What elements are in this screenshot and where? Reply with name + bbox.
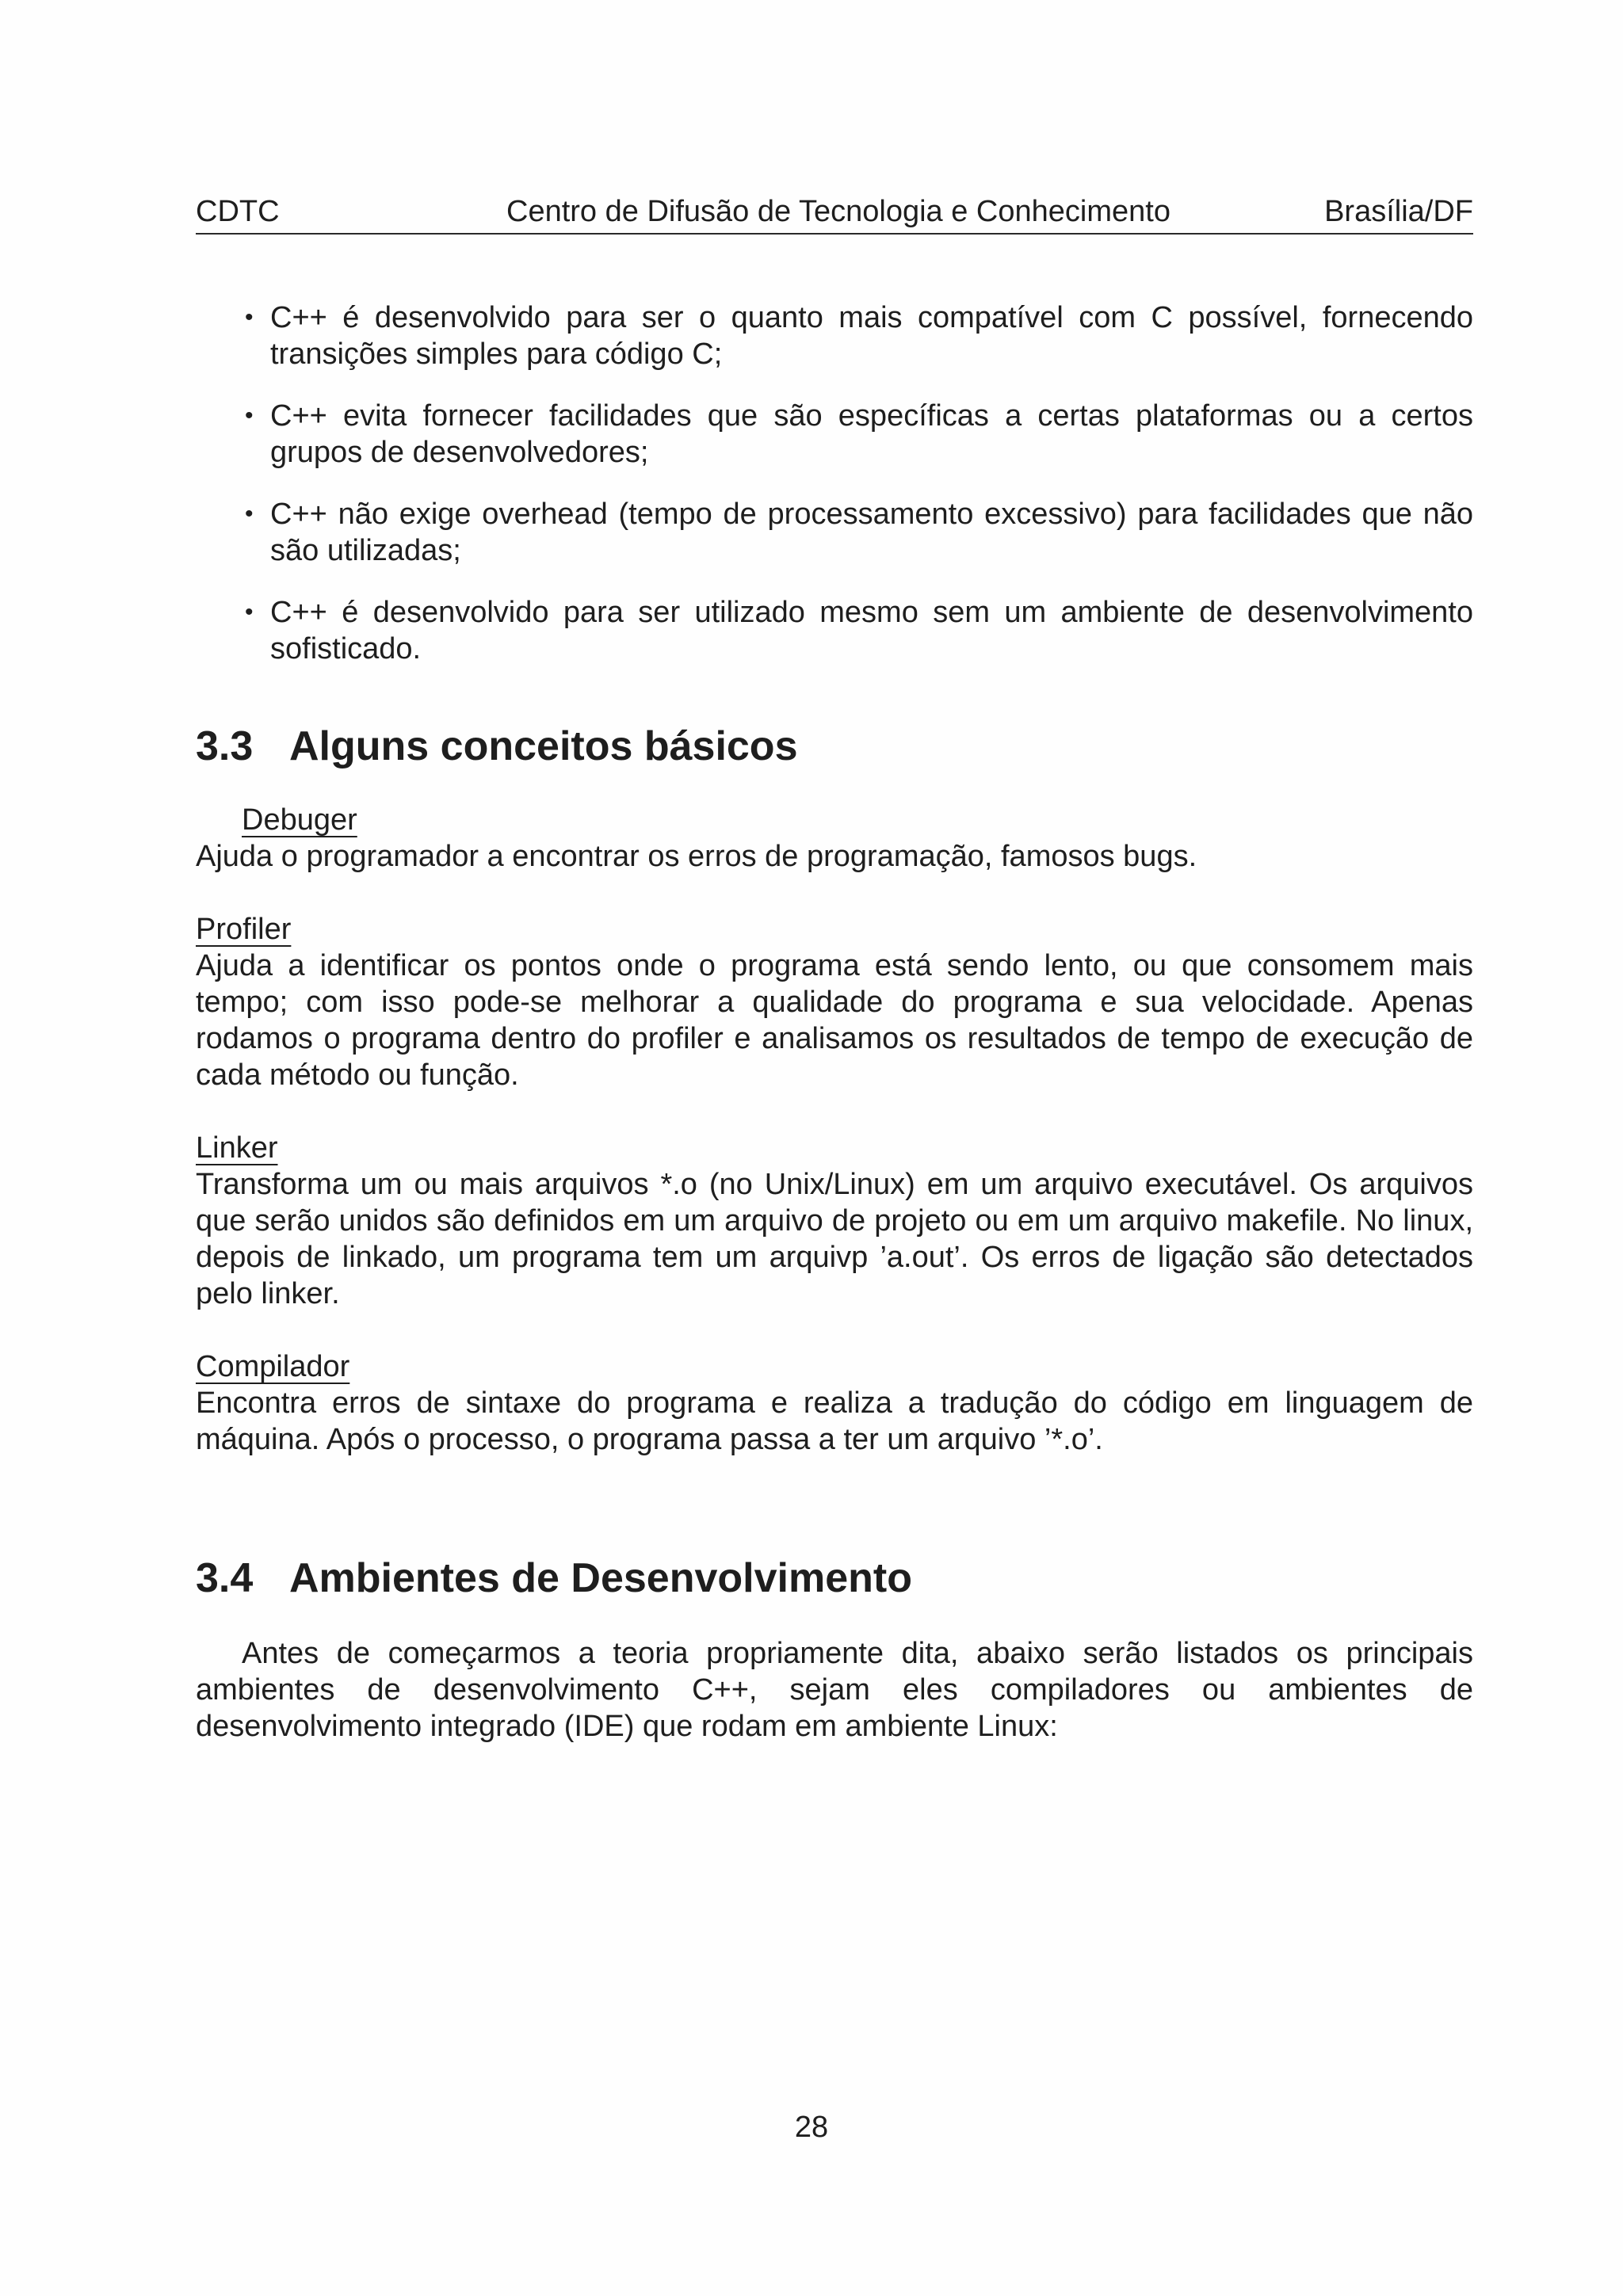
definition-debuger — [196, 802, 1473, 875]
list-item-text: C++ é desenvolvido para ser o quanto mais compatível com C possível, fornecendo transições simples para código C; — [270, 301, 1473, 371]
definition-linker — [196, 1130, 1473, 1312]
header-left: CDTC — [196, 195, 280, 228]
intro-paragraph: Antes de começarmos a teoria propriamente dita, abaixo serão listados os principais ambientes de desenvolvimento C++, sejam eles compiladores ou ambientes de desenvolvimento integrado (IDE) que rodam em ambiente Linux: — [196, 1637, 1473, 1743]
list-item — [196, 594, 1473, 667]
header-right: Brasília/DF — [1324, 195, 1473, 228]
definition-term: Linker — [196, 1131, 278, 1165]
list-item — [196, 299, 1473, 372]
list-item — [196, 496, 1473, 569]
section-number: 3.4 — [196, 1555, 254, 1601]
section-title: Ambientes de Desenvolvimento — [289, 1555, 912, 1601]
section-title: Alguns conceitos básicos — [289, 723, 798, 769]
section-heading-3-3 — [196, 723, 798, 770]
definition-description: Ajuda a identificar os pontos onde o programa está sendo lento, ou que consomem mais tempo; com isso pode-se melhorar a qualidade do programa e sua velocidade. Apenas rodamos o programa dentro do profiler e analisamos os resultados de tempo de execução de cada método ou função. — [196, 949, 1473, 1092]
page-number: 28 — [794, 2111, 829, 2144]
header-center: Centro de Difusão de Tecnologia e Conhecimento — [506, 195, 1170, 228]
bullet-icon: • — [245, 402, 254, 429]
definition-term: Debuger — [242, 803, 357, 837]
section-number: 3.3 — [196, 723, 254, 769]
definition-term: Profiler — [196, 913, 292, 946]
bullet-icon: • — [245, 599, 254, 625]
definition-profiler — [196, 911, 1473, 1093]
bullet-icon: • — [245, 501, 254, 527]
bullet-list — [196, 299, 1473, 692]
definition-description: Encontra erros de sintaxe do programa e realiza a tradução do código em linguagem de máquina. Após o processo, o programa passa a ter um arquivo ’*.o’. — [196, 1386, 1473, 1456]
section-heading-3-4 — [196, 1554, 912, 1602]
definition-description: Transforma um ou mais arquivos *.o (no Unix/Linux) em um arquivo executável. Os arquivos que serão unidos são definidos em um arquivo de projeto ou em um arquivo makefile. No linux, depois de linkado, um programa tem um arquivp ’a.out’. Os erros de ligação são detectados pelo linker. — [196, 1168, 1473, 1310]
definitions-list — [196, 802, 1473, 1494]
list-item — [196, 398, 1473, 471]
list-item-text: C++ é desenvolvido para ser utilizado mesmo sem um ambiente de desenvolvimento sofisticado. — [270, 596, 1473, 666]
definition-description: Ajuda o programador a encontrar os erros de programação, famosos bugs. — [196, 840, 1197, 873]
list-item-text: C++ não exige overhead (tempo de processamento excessivo) para facilidades que não são utilizadas; — [270, 498, 1473, 567]
bullet-icon: • — [245, 304, 254, 330]
definition-term: Compilador — [196, 1350, 350, 1383]
running-header — [196, 192, 1473, 235]
list-item-text: C++ evita fornecer facilidades que são específicas a certas plataformas ou a certos grupos de desenvolvedores; — [270, 399, 1473, 469]
definition-compilador — [196, 1348, 1473, 1458]
